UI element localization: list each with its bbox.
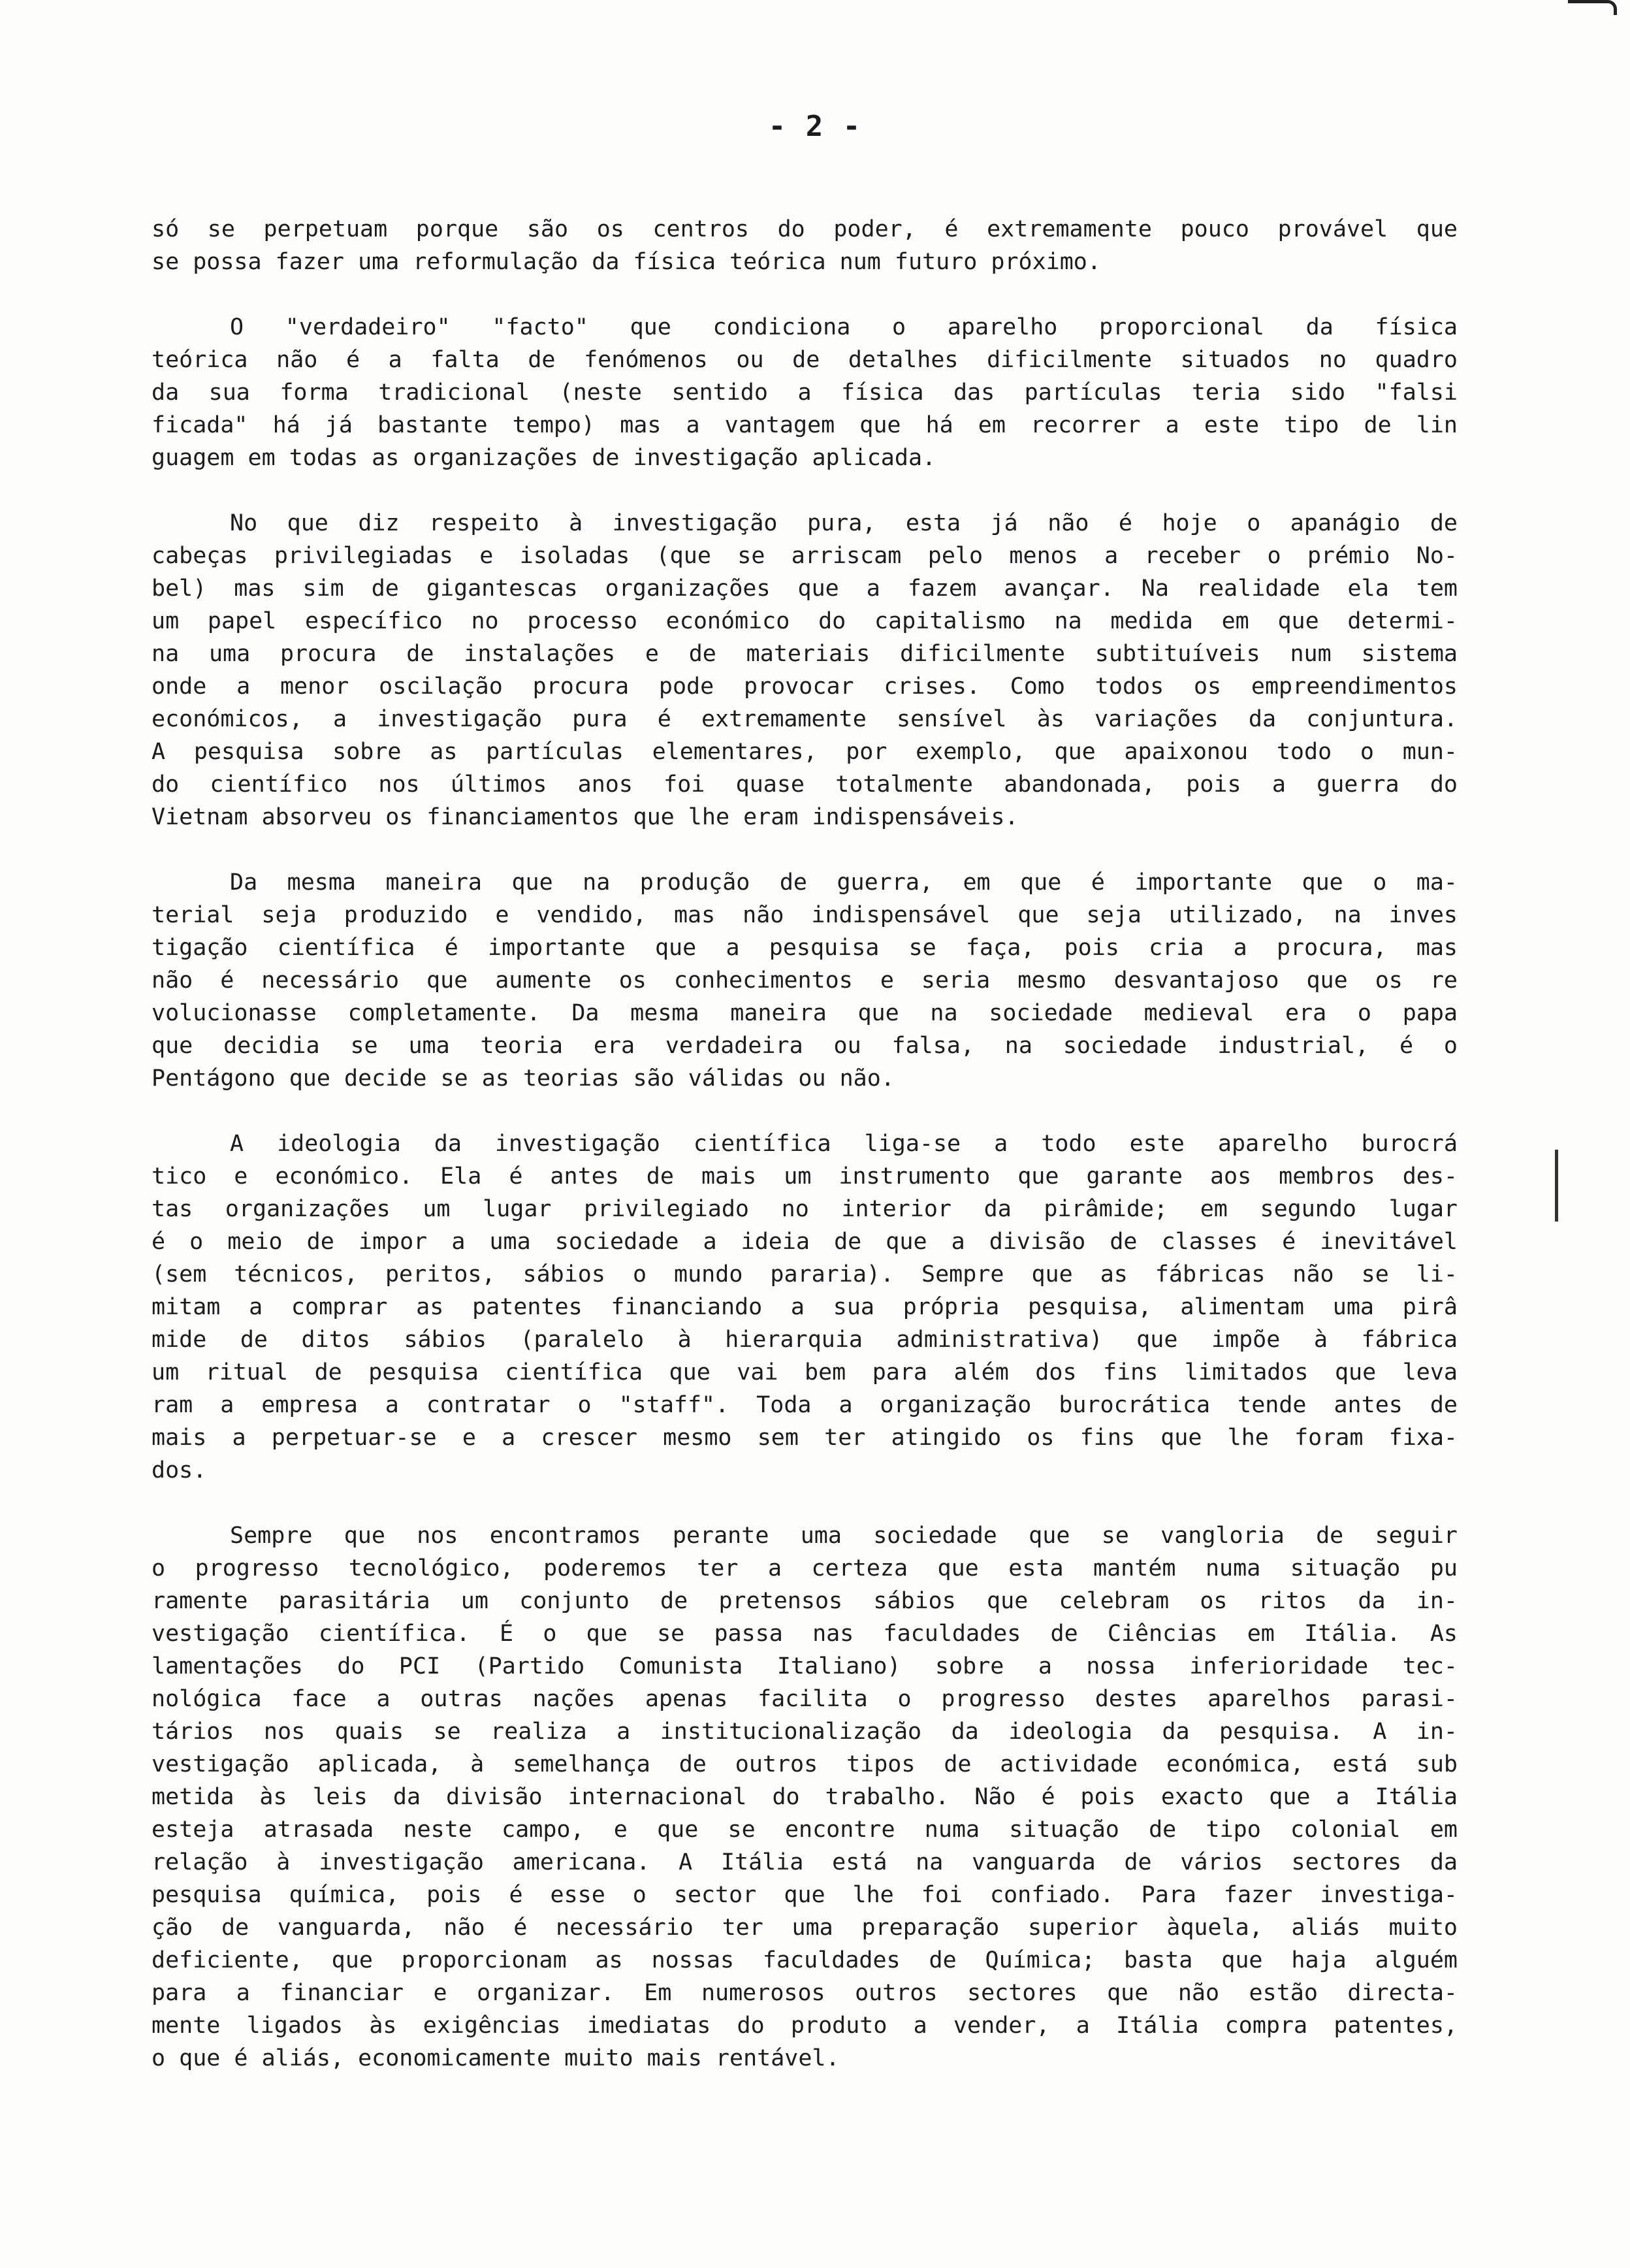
text-line: ram a empresa a contratar o "staff". Toda a organização burocrática tende antes de [152, 1392, 1458, 1418]
text-line: não é necessário que aumente os conhecimentos e seria mesmo desvantajoso que os re [152, 967, 1458, 994]
text-line: vestigação aplicada, à semelhança de outros tipos de actividade económica, está sub [152, 1751, 1458, 1777]
text-line: A pesquisa sobre as partículas elementares, por exemplo, que apaixonou todo o mun- [152, 739, 1458, 765]
margin-mark [1555, 1150, 1558, 1222]
text-line: lamentações do PCI (Partido Comunista Italiano) sobre a nossa inferioridade tec- [152, 1653, 1458, 1679]
text-line: tas organizações um lugar privilegiado no interior da pirâmide; em segundo lugar [152, 1196, 1458, 1222]
text-line: mide de ditos sábios (paralelo à hierarquia administrativa) que impõe à fábrica [152, 1327, 1458, 1353]
text-line: ficada" há já bastante tempo) mas a vantagem que há em recorrer a este tipo de lin [152, 412, 1458, 438]
text-line: da sua forma tradicional (neste sentido a física das partículas teria sido "falsi [152, 380, 1458, 406]
text-line: relação à investigação americana. A Itália está na vanguarda de vários sectores da [152, 1849, 1458, 1875]
text-line: o que é aliás, economicamente muito mais rentável. [152, 2045, 840, 2071]
text-line: mitam a comprar as patentes financiando a sua própria pesquisa, alimentam uma pirâ [152, 1294, 1458, 1320]
paragraph [152, 1519, 1458, 2075]
text-line: nológica face a outras nações apenas facilita o progresso destes aparelhos parasi- [152, 1686, 1458, 1712]
text-line: o progresso tecnológico, poderemos ter a certeza que esta mantém numa situação pu [152, 1555, 1458, 1581]
paragraph [152, 866, 1458, 1095]
paragraph [152, 311, 1458, 474]
text-line: ção de vanguarda, não é necessário ter uma preparação superior àquela, aliás muito [152, 1915, 1458, 1941]
text-line: A ideologia da investigação científica liga-se a todo este aparelho burocrá [230, 1131, 1458, 1157]
text-line: pesquisa química, pois é esse o sector que lhe foi confiado. Para fazer investiga- [152, 1882, 1458, 1908]
text-line: Da mesma maneira que na produção de guerra, em que é importante que o ma- [230, 869, 1458, 896]
corner-fold-mark [1568, 0, 1617, 15]
text-line: tários nos quais se realiza a institucionalização da ideologia da pesquisa. A in- [152, 1719, 1458, 1745]
text-line: tigação científica é importante que a pesquisa se faça, pois cria a procura, mas [152, 935, 1458, 961]
text-line: No que diz respeito à investigação pura, esta já não é hoje o apanágio de [230, 510, 1458, 536]
text-line: (sem técnicos, peritos, sábios o mundo pararia). Sempre que as fábricas não se li- [152, 1261, 1458, 1288]
text-line: que decidia se uma teoria era verdadeira ou falsa, na sociedade industrial, é o [152, 1033, 1458, 1059]
text-line: tico e económico. Ela é antes de mais um instrumento que garante aos membros des- [152, 1163, 1458, 1190]
page-number: - 2 - [768, 110, 862, 143]
text-line: deficiente, que proporcionam as nossas faculdades de Química; basta que haja alguém [152, 1947, 1458, 1973]
text-line: Vietnam absorveu os financiamentos que lhe eram indispensáveis. [152, 804, 1019, 830]
text-line: esteja atrasada neste campo, e que se encontre numa situação de tipo colonial em [152, 1817, 1458, 1843]
text-line: cabeças privilegiadas e isoladas (que se arriscam pelo menos a receber o prémio No- [152, 543, 1458, 569]
text-line: ramente parasitária um conjunto de pretensos sábios que celebram os ritos da in- [152, 1588, 1458, 1614]
text-line: um papel específico no processo económico do capitalismo na medida em que determi- [152, 608, 1458, 634]
text-line: Sempre que nos encontramos perante uma sociedade que se vangloria de seguir [230, 1523, 1458, 1549]
text-line: económicos, a investigação pura é extremamente sensível às variações da conjuntura. [152, 706, 1458, 732]
text-line: só se perpetuam porque são os centros do poder, é extremamente pouco provável que [152, 216, 1458, 242]
text-line: bel) mas sim de gigantescas organizações que a fazem avançar. Na realidade ela tem [152, 575, 1458, 602]
text-line: onde a menor oscilação procura pode provocar crises. Como todos os empreendimentos [152, 673, 1458, 700]
text-line: um ritual de pesquisa científica que vai bem para além dos fins limitados que leva [152, 1359, 1458, 1385]
text-line: guagem em todas as organizações de investigação aplicada. [152, 445, 936, 471]
text-line: na uma procura de instalações e de materiais dificilmente subtituíveis num sistema [152, 641, 1458, 667]
text-line: volucionasse completamente. Da mesma maneira que na sociedade medieval era o papa [152, 1000, 1458, 1026]
text-line: mente ligados às exigências imediatas do produto a vender, a Itália compra patentes, [152, 2013, 1458, 2039]
document-body [152, 213, 1458, 2107]
paragraph [152, 213, 1458, 278]
text-line: vestigação científica. É o que se passa nas faculdades de Ciências em Itália. As [152, 1621, 1458, 1647]
text-line: teórica não é a falta de fenómenos ou de detalhes dificilmente situados no quadro [152, 347, 1458, 373]
paragraph [152, 1127, 1458, 1487]
text-line: metida às leis da divisão internacional do trabalho. Não é pois exacto que a Itália [152, 1784, 1458, 1810]
text-line: terial seja produzido e vendido, mas não indispensável que seja utilizado, na inves [152, 902, 1458, 928]
paragraph [152, 507, 1458, 834]
text-line: O "verdadeiro" "facto" que condiciona o aparelho proporcional da física [230, 314, 1458, 340]
text-line: mais a perpetuar-se e a crescer mesmo sem ter atingido os fins que lhe foram fixa- [152, 1425, 1458, 1451]
text-line: se possa fazer uma reformulação da física teórica num futuro próximo. [152, 249, 1101, 275]
text-line: Pentágono que decide se as teorias são válidas ou não. [152, 1065, 895, 1092]
text-line: para a financiar e organizar. Em numerosos outros sectores que não estão directa- [152, 1980, 1458, 2006]
text-line: dos. [152, 1457, 207, 1483]
text-line: é o meio de impor a uma sociedade a ideia de que a divisão de classes é inevitável [152, 1229, 1458, 1255]
text-line: do científico nos últimos anos foi quase totalmente abandonada, pois a guerra do [152, 771, 1458, 798]
